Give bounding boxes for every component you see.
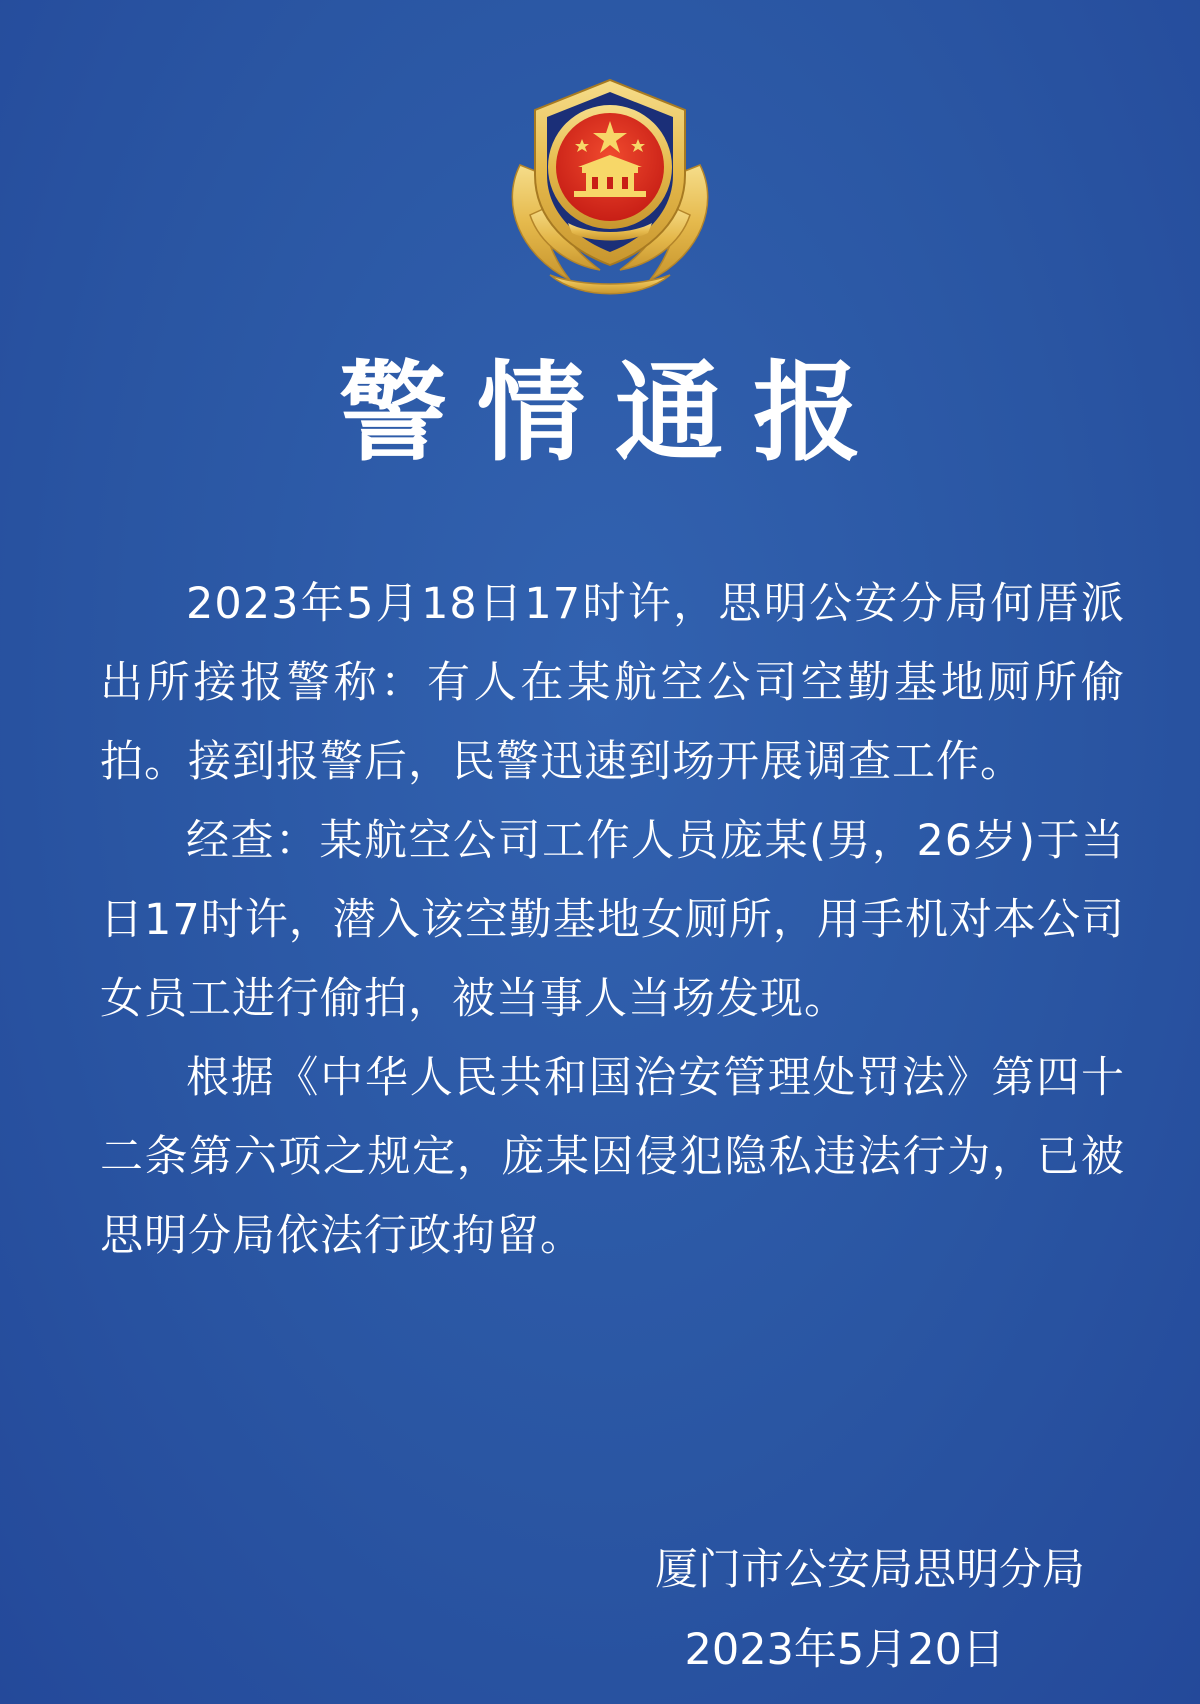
- issue-date: 2023年5月20日: [684, 1625, 1005, 1675]
- notice-body: [100, 565, 1125, 1276]
- paragraph-penalty: 根据《中华人民共和国治安管理处罚法》第四十二条第六项之规定，庞某因侵犯隐私违法行为，已被思明分局依法行政拘留。: [100, 1053, 1125, 1261]
- paragraph-report: 2023年5月18日17时许，思明公安分局何厝派出所接报警称：有人在某航空公司空勤基地厕所偷拍。接到报警后，民警迅速到场开展调查工作。: [100, 579, 1125, 787]
- signature-block: [655, 1530, 1085, 1690]
- notice-title: 警情通报: [338, 351, 891, 476]
- paragraph-investigation: 经查：某航空公司工作人员庞某(男，26岁)于当日17时许，潜入该空勤基地女厕所，用手机对本公司女员工进行偷拍，被当事人当场发现。: [100, 816, 1125, 1024]
- issuer-name: 厦门市公安局思明分局: [655, 1545, 1085, 1595]
- police-emblem-icon: [490, 55, 730, 305]
